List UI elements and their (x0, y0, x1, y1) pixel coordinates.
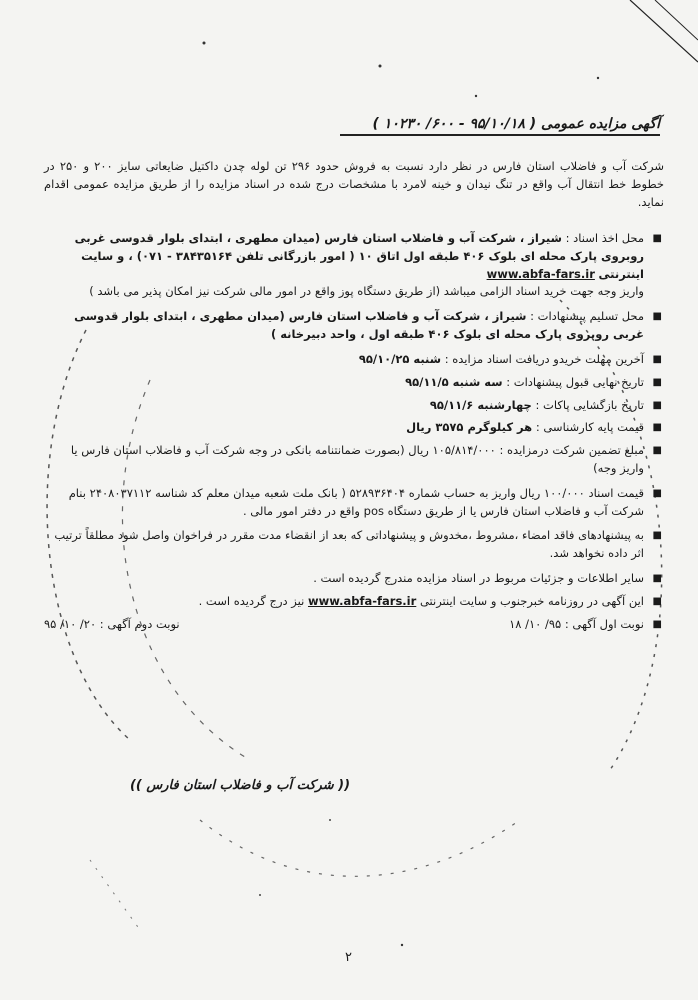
bullet-icon: ■ (652, 618, 662, 630)
bullet-icon: ■ (652, 311, 662, 323)
bullet-icon: ■ (652, 353, 662, 365)
website-link[interactable]: www.abfa-fars.ir (307, 593, 417, 608)
list-item (44, 442, 664, 478)
publication-dates (44, 616, 644, 634)
item-note: واریز وجه جهت خرید اسناد الزامی میباشد (از طریق دستگاه پوز واقع در امور مالی شرکت نیز امکان پذیر می باشد ) (89, 284, 644, 299)
list-item (44, 593, 664, 611)
item-label: محل اخذ اسناد : (565, 231, 644, 245)
bullet-icon: ■ (652, 530, 662, 542)
item-text: این آگهی در روزنامه خبرجنوب و سایت اینترنتی (419, 593, 644, 608)
list-item (44, 351, 664, 369)
item-text-end: نیز درج گردیده است . (198, 593, 305, 608)
bullet-icon: ■ (652, 595, 662, 607)
bullet-icon: ■ (652, 399, 662, 411)
second-publication-date: نوبت دوم آگهی : ۲۰/ ۱۰/ ۹۵ (44, 616, 180, 631)
signature: (( شرکت آب و فاضلاب استان فارس )) (129, 778, 351, 793)
item-label: قیمت اسناد (588, 485, 644, 500)
item-label: تاریخ نهایی قبول پیشنهادات : (506, 374, 644, 389)
list-item (44, 308, 664, 344)
item-label: محل تسلیم پیشنهادات : (530, 309, 644, 324)
bullet-icon: ■ (652, 573, 662, 584)
item-value: چهارشنبه ۹۵/۱۱/۶ (429, 397, 532, 412)
bullet-icon: ■ (652, 445, 662, 457)
item-label: قیمت پایه کارشناسی : (535, 420, 644, 435)
conditions-list (44, 230, 664, 633)
page-title: آگهی مزایده عمومی ( ۹۵/۱۰/۱۸ - ۶۰۰/ ۱۰۲۳۰ ) (340, 116, 660, 136)
bullet-icon: ■ (652, 233, 662, 244)
item-text: ۱۰۵/۸۱۴/۰۰۰ ریال (بصورت ضمانتنامه بانکی در وجه شرکت آب و فاضلاب استان فارس یا واریز وجه) (70, 443, 644, 475)
item-text: شیراز ، شرکت آب و فاضلاب استان فارس (میدان مطهری ، ابتدای بلوار قدوسی غربی روبروی پارک محله ای بلوک ۴۰۶ طبقه اول اتاق ۱۰ ( امور بازرگانی تلفن ۳۸۴۳۵۱۶۴ - ۰۷۱) ، و سایت اینترنتی (74, 231, 644, 281)
bullet-icon: ■ (652, 422, 662, 434)
website-link[interactable]: www.abfa-fars.ir (486, 266, 595, 281)
list-item-dates (44, 616, 664, 634)
list-item (44, 230, 664, 301)
list-item (44, 374, 664, 392)
list-item (44, 485, 664, 521)
first-publication-date: نوبت اول آگهی : ۹۵/ ۱۰/ ۱۸ (509, 616, 644, 631)
item-label: تاریخ بازگشایی پاکات : (535, 397, 644, 412)
list-item (44, 397, 664, 415)
page-number: ۲ (345, 950, 352, 965)
item-value: سه شنبه ۹۵/۱۱/۵ (405, 374, 503, 389)
list-item (44, 570, 664, 588)
item-text: شیراز ، شرکت آب و فاضلاب استان فارس (میدان مطهری ، ابتدای بلوار قدوسی غربی روبروی پارک محله ای بلوک ۴۰۶ طبقه اول ، واحد دبیرخانه ) (74, 309, 644, 342)
bullet-icon: ■ (652, 376, 662, 388)
intro-paragraph: شرکت آب و فاضلاب استان فارس در نظر دارد نسبت به فروش حدود ۲۹۶ تن لوله چدن داکتیل ضایعاتی سایز ۲۰۰ و ۲۵۰ در خطوط خط انتقال آب واقع در تنگ نیدان و خینه لامرد با مشخصات درج شده در اسناد مزایده را از طریق مزایده عمومی اقدام نماید. (44, 159, 664, 209)
item-text: به پیشنهادهای فاقد امضاء ،مشروط ،مخدوش و پیشنهاداتی که بعد از انقضاء مدت مقرر در فراخوان واصل شود مطلقاً ترتیب اثر داده نخواهد شد. (54, 528, 644, 561)
item-value: شنبه ۹۵/۱۰/۲۵ (358, 351, 442, 366)
item-text: سایر اطلاعات و جزئیات مربوط در اسناد مزایده مندرج گردیده است . (313, 571, 644, 585)
bullet-icon: ■ (652, 487, 662, 499)
list-item (44, 419, 664, 437)
item-text: ۱۰۰/۰۰۰ ریال واریز به حساب شماره ۵۲۸۹۳۶۴۰۴ ( بانک ملت شعبه میدان معلم کد شناسه ۲۴۰۸۰۳۷۱۱۲ بنام شرکت آب و فاضلاب استان فارس یا از طریق دستگاه pos واقع در دفتر امور مالی . (68, 485, 644, 518)
item-label: مبلغ تضمین شرکت درمزایده : (499, 443, 644, 458)
item-label: آخرین مهلت خریدو دریافت اسناد مزایده : (444, 351, 644, 366)
list-item (44, 527, 664, 563)
item-value: هر کیلوگرم ۳۵۷۵ ریال (406, 420, 533, 435)
